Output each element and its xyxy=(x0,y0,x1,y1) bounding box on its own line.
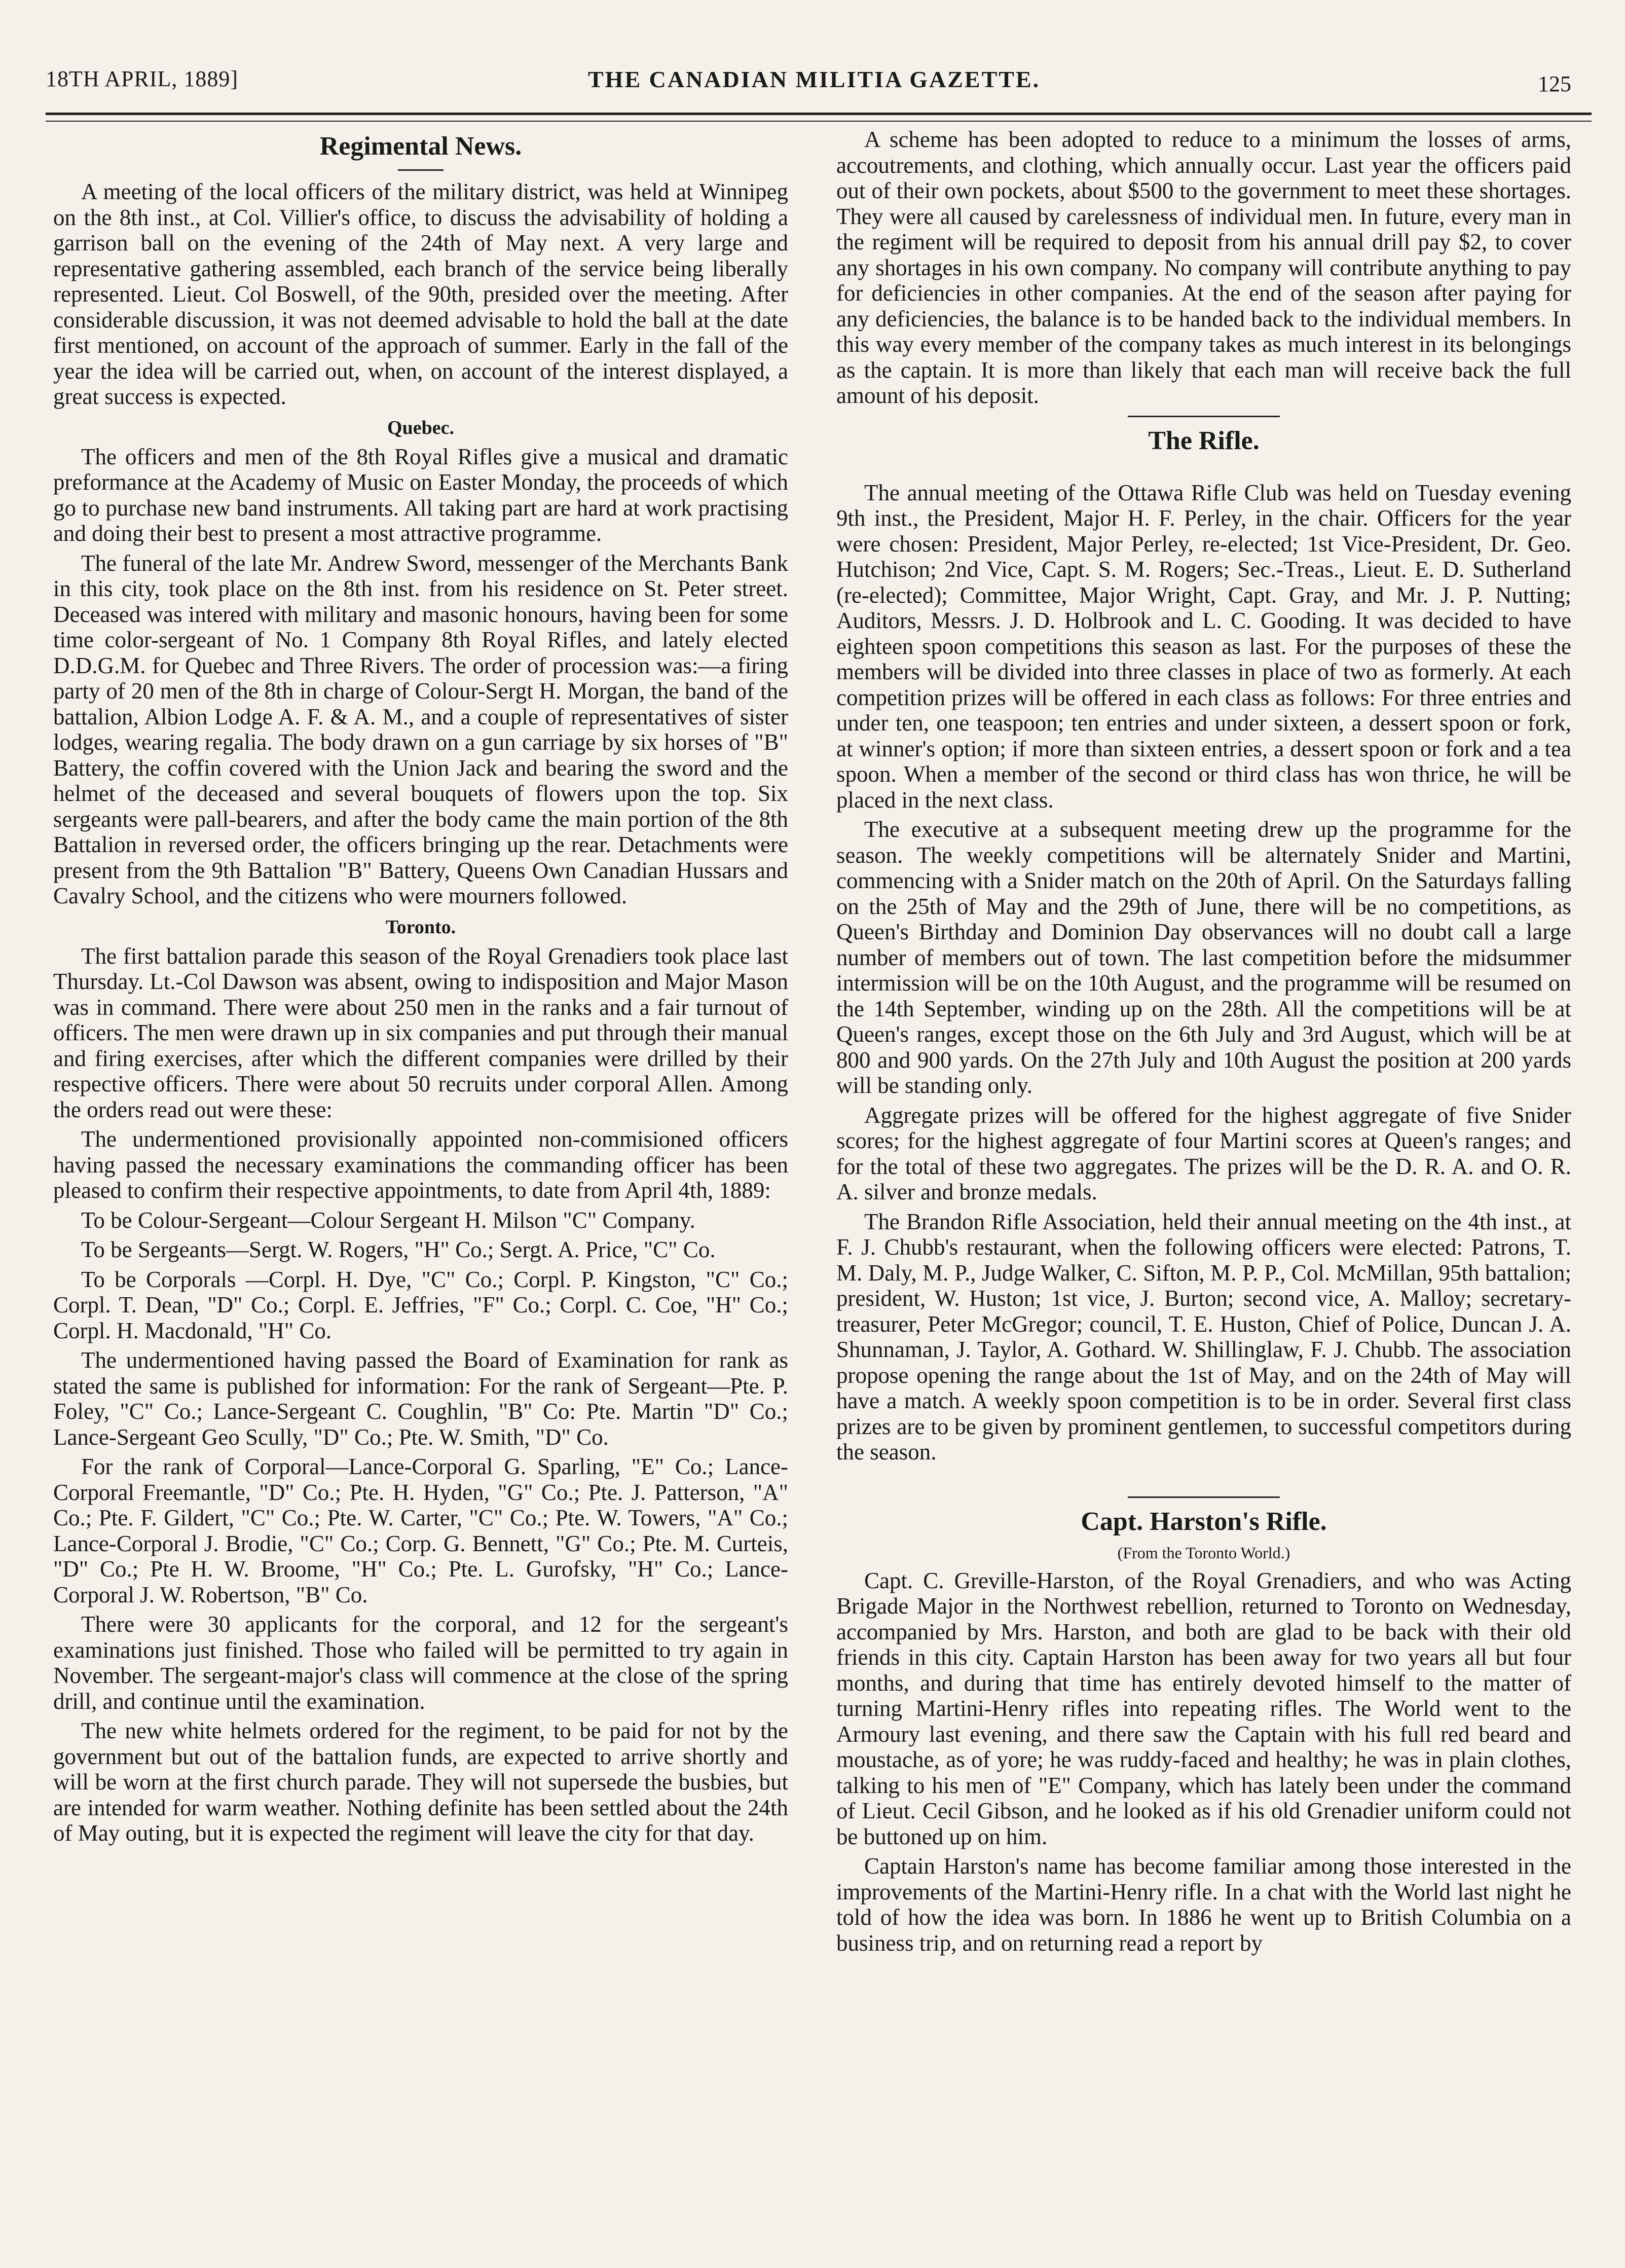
toronto-paragraph-3: To be Colour-Sergeant—Colour Sergeant H. Milson "C" Company. xyxy=(81,1207,695,1233)
spacer xyxy=(836,1469,1571,1489)
rifle-paragraph-3: Aggregate prizes will be offered for the highest aggregate of five Snider scores; for the highest aggregate of four Martini scores at Queen's ranges; and for the total of these two aggregates. The prizes will be the D. R. A. and O. R. A. silver and bronze medals. xyxy=(836,1102,1571,1204)
toronto-paragraph-7: For the rank of Corporal—Lance-Corporal G. Sparling, "E" Co.; Lance-Corporal Freemantle, "D" Co.; Pte. H. Hyden, "G" Co.; Pte. J. Patterson, "A" Co.; Pte. F. Gildert, "C" Co.; Pte. W. Carter, "C" Co.; Pte. W. Towers, "A" Co.; Lance-Corporal J. Brodie, "C" Co.; Corp. G. Bennett, "G" Co.; Pte. M. Curteis, "D" Co.; Pte H. W. Broome, "H" Co.; Pte. L. Gurofsky, "H" Co.; Lance-Corporal J. W. Robertson, "B" Co. xyxy=(53,1454,788,1607)
rifle-paragraph-4: The Brandon Rifle Association, held their annual meeting on the 4th inst., at F. J. Chubb's restaurant, when the following officers were elected: Patrons, T. M. Daly, M. P., Judge Walker, C. Sifton, M. P. P., Col. McMillan, 95th battalion; president, W. Huston; 1st vice, J. Burton; second vice, A. Malloy; secretary-treasurer, Peter McGregor; council, T. E. Huston, Chief of Police, Duncan J. A. Shunnaman, J. Taylor, A. Gothard. W. Shillinglaw, F. J. Chubb. The association propose opening the range about the 1st of May, and on the 24th of May will have a match. A weekly spoon competition is to be in order. Several first class prizes are to be given by prominent gentlemen, to successful competitors during the season. xyxy=(836,1209,1571,1465)
section-rule-1 xyxy=(1128,416,1280,417)
page-number: 125 xyxy=(1538,71,1571,96)
scheme-paragraph: A scheme has been adopted to reduce to a minimum the losses of arms, accoutrements, and clothing, which annually occur. Last year the officers paid out of their own pockets, about $500 to the government to meet these shortages. They were all caused by carelessness of individual men. In future, every man in the regiment will be required to deposit from his annual drill pay $2, to cover any shortages in his own company. No company will contribute anything to pay for deficiencies in other companies. At the end of the season after paying for any deficiencies, the balance is to be handed back to the individual members. In this way every member of the company takes as much interest in its belongings as the captain. It is more than likely that each man will receive back the full amount of his deposit. xyxy=(836,127,1571,408)
toronto-paragraph-5: To be Corporals —Corpl. H. Dye, "C" Co.; Corpl. P. Kingston, "C" Co.; Corpl. T. Dean, "D" Co.; Corpl. E. Jeffries, "F" Co.; Corpl. C. Coe, "H" Co.; Corpl. H. Macdonald, "H" Co. xyxy=(53,1266,788,1343)
the-rifle-heading: The Rifle. xyxy=(1148,426,1260,455)
toronto-subheading: Toronto. xyxy=(385,916,456,938)
section-rule-2 xyxy=(1128,1496,1280,1498)
left-column xyxy=(53,127,788,2236)
toronto-paragraph-1: The first battalion parade this season of the Royal Grenadiers took place last Thursday. Lt.-Col Dawson was absent, owing to indisposition and Major Mason was in command. There were about 250 men in the ranks and a fair turnout of officers. The men were drawn up in six companies and put through their manual and firing exercises, after which the different companies were drilled by their respective officers. There were about 50 recruits under corporal Allen. Among the orders read out were these: xyxy=(53,943,788,1122)
heading-rule xyxy=(398,169,444,171)
source-credit: (From the Toronto World.) xyxy=(1117,1543,1290,1562)
rifle-paragraph-2: The executive at a subsequent meeting drew up the programme for the season. The weekly competitions will be alternately Snider and Martini, commencing with a Snider match on the 20th of April. On the Saturdays falling on the 25th of May and the 29th of June, there will be no competitions, as Queen's Birthday and Dominion Day observances will no doubt call a large number of members out of town. The last competition before the midsummer intermission will be on the 10th August, and the programme will be resumed on the 14th September, winding up on the 28th. All the competitions will be at Queen's ranges, except those on the 6th July and 3rd August, which will be at 800 and 900 yards. On the 27th July and 10th August the position at 200 yards will be standing only. xyxy=(836,817,1571,1098)
toronto-paragraph-4: To be Sergeants—Sergt. W. Rogers, "H" Co.; Sergt. A. Price, "C" Co. xyxy=(81,1237,716,1262)
masthead-rule-thick xyxy=(46,113,1592,115)
toronto-paragraph-9: The new white helmets ordered for the regiment, to be paid for not by the government but out of the battalion funds, are expected to arrive shortly and will be worn at the first church parade. They will not supersede the busbies, but are intended for warm weather. Nothing definite has been settled about the 24th of May outing, but it is expected the regiment will leave the city for that day. xyxy=(53,1718,788,1846)
toronto-paragraph-6: The undermentioned having passed the Board of Examination for rank as stated the same is published for information: For the rank of Sergeant—Pte. P. Foley, "C" Co.; Lance-Sergeant C. Coughlin, "B" Co: Pte. Martin "D" Co.; Lance-Sergeant Geo Scully, "D" Co.; Pte. W. Smith, "D" Co. xyxy=(53,1347,788,1450)
right-column xyxy=(836,127,1571,2236)
toronto-paragraph-2: The undermentioned provisionally appointed non-commisioned officers having passed the necessary examinations the commanding officer has been pleased to confirm their respective appointments, to date from April 4th, 1889: xyxy=(53,1126,788,1203)
harston-paragraph-1: Capt. C. Greville-Harston, of the Royal Grenadiers, and who was Acting Brigade Major in the Northwest rebellion, returned to Toronto on Wednesday, accompanied by Mrs. Harston, and both are glad to be back with their old friends in this city. Captain Harston has been away for two years all but four months, and during that time has entirely devoted himself to the matter of turning Martini-Henry rifles into repeating rifles. The World went to the Armoury last evening, and there saw the Captain with his full red beard and moustache, as of yore; he was ruddy-faced and healthy; he was in plain clothes, talking to his men of "E" Company, which has lately been under the command of Lieut. Cecil Gibson, and he looked as if his old Grenadier uniform could not be buttoned up on him. xyxy=(836,1567,1571,1849)
quebec-subheading: Quebec. xyxy=(387,417,454,438)
issue-date: 18TH APRIL, 1889] xyxy=(46,66,238,91)
harston-heading: Capt. Harston's Rifle. xyxy=(1081,1507,1327,1536)
rifle-paragraph-1: The annual meeting of the Ottawa Rifle Club was held on Tuesday evening 9th inst., the President, Major H. F. Perley, in the chair. Officers for the year were chosen: President, Major Perley, re-elected; 1st Vice-President, Dr. Geo. Hutchison; 2nd Vice, Capt. S. M. Rogers; Sec.-Treas., Lieut. E. D. Sutherland (re-elected); Committee, Major Wright, Capt. Gray, and Mr. J. P. Nutting; Auditors, Messrs. J. D. Holbrook and L. C. Gooding. It was decided to have eighteen spoon competitions this season as last. For the purposes of these the members will be divided into three classes in place of two as formerly. At each competition prizes will be offered in each class as follows: For three entries and under ten, one teaspoon; ten entries and under sixteen, a dessert spoon or fork, at winner's option; if more than sixteen entries, a dessert spoon or fork and a tea spoon. When a member of the second or third class has won thrice, he will be placed in the next class. xyxy=(836,480,1571,813)
masthead xyxy=(46,56,1592,104)
masthead-rule-thin xyxy=(46,121,1592,122)
winnipeg-paragraph: A meeting of the local officers of the military district, was held at Winnipeg on the 8th inst., at Col. Villier's office, to discuss the advisability of holding a garrison ball on the evening of the 24th of May next. A very large and representative gathering assembled, each branch of the service being liberally represented. Lieut. Col Boswell, of the 90th, presided over the meeting. After considerable discussion, it was not deemed advisable to hold the ball at the date first mentioned, on account of the approach of summer. Early in the fall of the year the idea will be carried out, when, on account of the interest displayed, a great success is expected. xyxy=(53,179,788,409)
quebec-paragraph-1: The officers and men of the 8th Royal Rifles give a musical and dramatic preformance at the Academy of Music on Easter Monday, the proceeds of which go to purchase new band instruments. All taking part are hard at work practising and doing their best to present a most attractive programme. xyxy=(53,444,788,546)
toronto-paragraph-8: There were 30 applicants for the corporal, and 12 for the sergeant's examinations just finished. Those who failed will be permitted to try again in November. The sergeant-major's class will commence at the close of the spring drill, and continue until the examination. xyxy=(53,1612,788,1714)
spacer xyxy=(836,460,1571,480)
publication-title: THE CANADIAN MILITIA GAZETTE. xyxy=(588,66,1041,92)
harston-paragraph-2: Captain Harston's name has become familiar among those interested in the improvements of the Martini-Henry rifle. In a chat with the World last night he told of how the idea was born. In 1886 he went up to British Columbia on a business trip, and on returning read a report by xyxy=(836,1853,1571,1956)
quebec-paragraph-2: The funeral of the late Mr. Andrew Sword, messenger of the Merchants Bank in this city, took place on the 8th inst. from his residence on St. Peter street. Deceased was intered with military and masonic honours, having been for some time color-sergeant of No. 1 Company 8th Royal Rifles, and lately elected D.D.G.M. for Quebec and Three Rivers. The order of procession was:—a firing party of 20 men of the 8th in charge of Colour-Sergt H. Morgan, the band of the battalion, Albion Lodge A. F. & A. M., and a couple of representatives of sister lodges, wearing regalia. The body drawn on a gun carriage by six horses of "B" Battery, the coffin covered with the Union Jack and bearing the sword and the helmet of the deceased and several bouquets of flowers upon the top. Six sergeants were pall-bearers, and after the body came the main portion of the 8th Battalion in reversed order, the officers bringing up the rear. Detachments were present from the 9th Battalion "B" Battery, Queens Own Canadian Hussars and Cavalry School, and the citizens who were mourners followed. xyxy=(53,550,788,908)
regimental-news-heading: Regimental News. xyxy=(319,132,522,161)
